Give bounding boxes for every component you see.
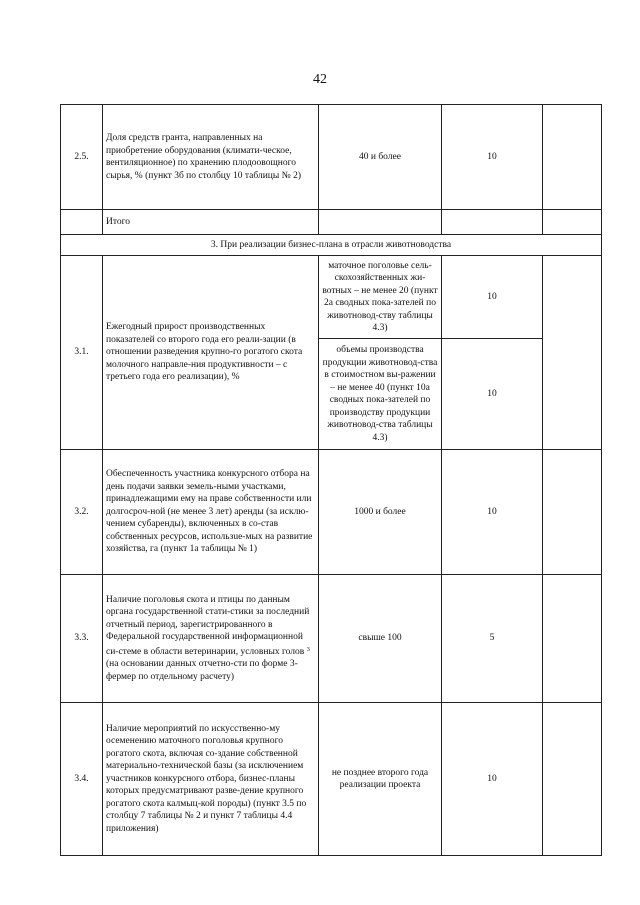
criterion-value: маточное поголовье сель-скохозяйственных жи-вотных – не менее 20 (пункт 2а сводных пока-зателей по животновод-ству таблицы 4.3)	[319, 256, 442, 339]
total-label: Итого	[103, 210, 319, 235]
empty-cell	[61, 210, 103, 235]
criterion-points: 10	[442, 450, 543, 575]
section-title: 3. При реализации бизнес-плана в отрасли животноводства	[61, 235, 602, 256]
empty-cell	[543, 575, 602, 703]
criterion-value: 1000 и более	[319, 450, 442, 575]
section-header-row	[61, 235, 602, 256]
criterion-points: 5	[442, 575, 543, 703]
empty-cell	[442, 210, 543, 235]
row-number: 3.2.	[61, 450, 103, 575]
criterion-text: Доля средств гранта, направленных на приобретение оборудования (климати-ческое, вентиляционное) по хранению плодоовощного сырья, % (пункт 3б по столбцу 10 таблицы № 2)	[103, 105, 319, 210]
empty-cell	[543, 703, 602, 856]
criterion-value: не позднее второго года реализации проекта	[319, 703, 442, 856]
row-number: 2.5.	[61, 105, 103, 210]
criteria-table	[60, 104, 602, 856]
criterion-text: Ежегодный прирост производственных показателей со второго года его реали-зации (в отношении разведения крупно-го рогатого скота молочного направле-ния продуктивности – с третьего года его реализации), %	[103, 256, 319, 450]
table-row-total	[61, 210, 602, 235]
criterion-text-part: Наличие поголовья скота и птицы по данным органа государственной стати-стики за последний отчетный период, зарегистрированного в Федеральной государственной информационной си-стеме в области ветеринарии, условных голов	[106, 594, 310, 657]
row-number: 3.3.	[61, 575, 103, 703]
criterion-text: Наличие мероприятий по искусственно-му осеменению маточного поголовья крупного рогатого скота, включая со-здание собственной материально-технической базы (за исключением участников конкурсного отбора, бизнес-планы которых предусматривают разве-дение крупного рогатого скота калмыц-кой породы) (пункт 3.5 по столбцу 7 таблицы № 2 и пункт 7 таблицы 4.4 приложения)	[103, 703, 319, 856]
table-row	[61, 450, 602, 575]
row-number: 3.4.	[61, 703, 103, 856]
footnote-mark: 3	[306, 645, 310, 653]
criterion-value: объемы производства продукции животновод-ства в стоимостном вы-ражении – не менее 40 (пункт 10а сводных пока-зателей по производству продукции животновод-ства таблицы 4.3)	[319, 339, 442, 450]
empty-cell	[319, 210, 442, 235]
table-row	[61, 575, 602, 703]
criterion-text: Обеспеченность участника конкурсного отбора на день подачи заявки земель-ными участками, принадлежащими ему на праве собственности или долгосроч-ной (не менее 3 лет) аренды (за исклю-чением субаренды), включенных в со-став собственных ресурсов, использue-мых на развитие хозяйства, га (пункт 1а таблицы № 1)	[103, 450, 319, 575]
criterion-value: свыше 100	[319, 575, 442, 703]
table-row	[61, 256, 602, 339]
criterion-points: 10	[442, 105, 543, 210]
empty-cell	[543, 210, 602, 235]
criterion-points: 10	[442, 339, 543, 450]
empty-cell	[543, 256, 602, 450]
page-number: 42	[313, 72, 327, 87]
criterion-value: 40 и более	[319, 105, 442, 210]
row-number: 3.1.	[61, 256, 103, 450]
criterion-points: 10	[442, 256, 543, 339]
criterion-text-part: (на основании данных отчетно-сти по форме 3-фермер по отдельному расчету)	[106, 659, 298, 682]
table-row	[61, 703, 602, 856]
table-row	[61, 105, 602, 210]
criterion-points: 10	[442, 703, 543, 856]
empty-cell	[543, 105, 602, 210]
empty-cell	[543, 450, 602, 575]
criterion-text	[103, 575, 319, 703]
